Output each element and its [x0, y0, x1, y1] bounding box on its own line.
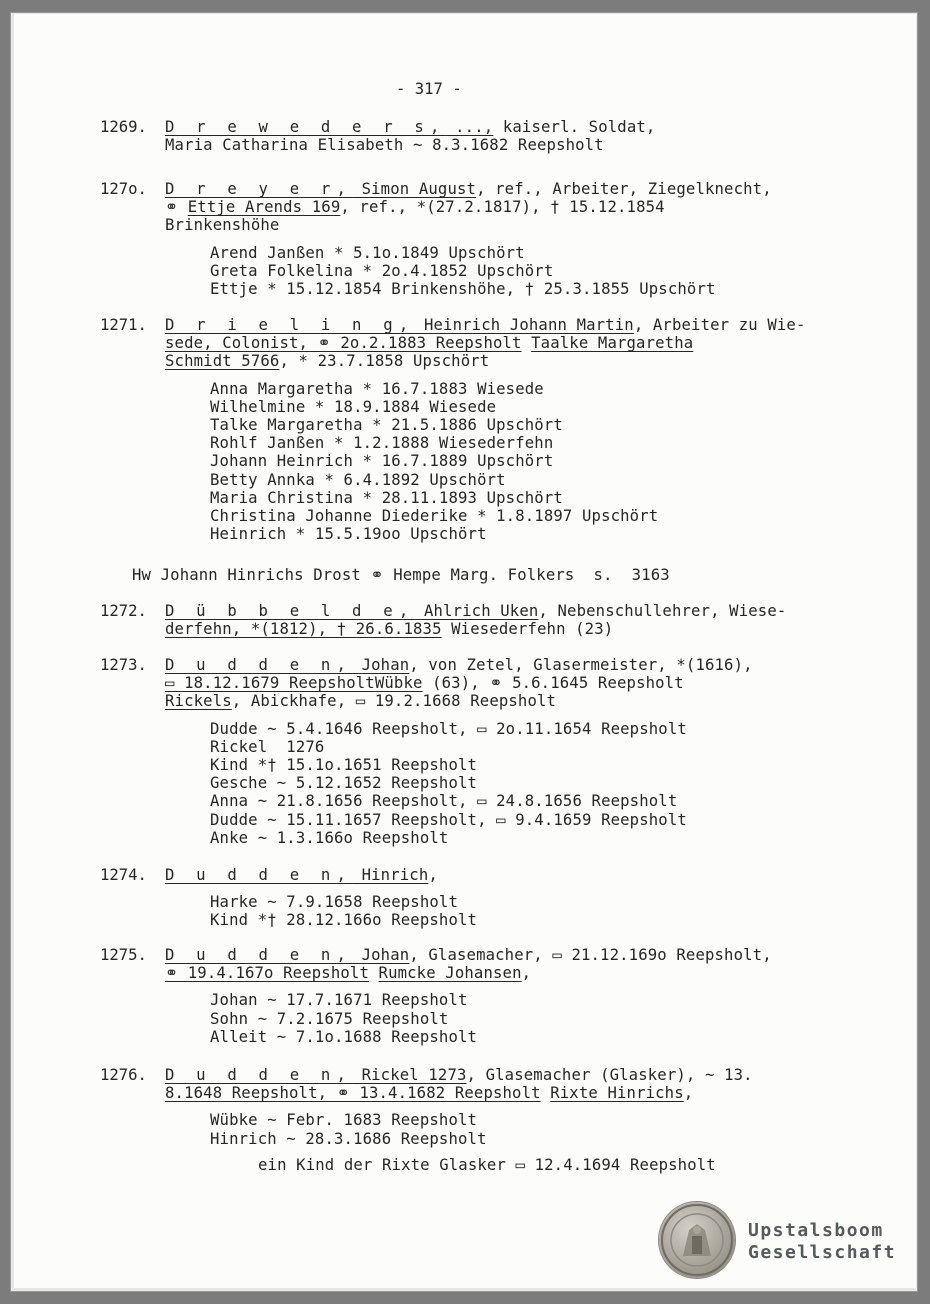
child-entry: Sohn ~ 7.2.1675 Reepsholt [210, 1009, 449, 1028]
child-entry: Rohlf Janßen * 1.2.1888 Wiesederfehn [210, 434, 554, 453]
underlined-data: sede, Colonist, ⚭ 2o.2.1883 Reepsholt [165, 334, 522, 353]
page-number: - 317 - [396, 80, 462, 98]
child-entry: Rickel 1276 [210, 737, 325, 756]
entry-number: 1275. [100, 946, 147, 964]
child-entry: Talke Margaretha * 21.5.1886 Upschört [210, 416, 563, 434]
entry-text: , Abickhafe, ▭ 19.2.1668 Reepsholt [231, 692, 557, 711]
entry-number: 1269. [100, 118, 147, 136]
child-entry: Kind *† 28.12.166o Reepsholt [210, 911, 478, 930]
entry-text: , Glasemacher, ▭ 21.12.169o Reepsholt, [409, 946, 772, 964]
logo-line-1: Upstalsboom [748, 1220, 884, 1241]
entry-line [165, 136, 604, 154]
entry-text: , [683, 1084, 694, 1103]
entry-text: Brinkenshöhe [165, 216, 280, 235]
entry-number: 1272. [100, 602, 147, 620]
underlined-data: ⚭ 19.4.167o Reepsholt [165, 964, 369, 983]
document-page [14, 14, 916, 1288]
entry-line [165, 602, 786, 620]
spouse-name: Taalke Margaretha [531, 334, 694, 353]
spouse-name: Rumcke Johansen [378, 964, 522, 983]
child-entry: Christina Johanne Diederike * 1.8.1897 Upschört [210, 507, 659, 525]
entry-text: , Glasemacher (Glasker), ~ 13. [466, 1066, 753, 1084]
entry-text: , [428, 866, 438, 884]
child-entry: Betty Annka * 6.4.1892 Upschört [210, 470, 506, 489]
entry-text: , ref., Arbeiter, Ziegelknecht, [476, 180, 772, 198]
entry-number: 1273. [100, 656, 147, 674]
cross-reference-line: Hw Johann Hinrichs Drost ⚭ Hempe Marg. Folkers s. 3163 [132, 566, 670, 584]
child-entry: Ettje * 15.12.1854 Brinkenshöhe, † 25.3.1855 Upschört [210, 280, 716, 298]
society-logo-text [748, 1220, 896, 1264]
spouse-name: Wübke [374, 674, 423, 693]
entry-line [165, 334, 693, 352]
entry-line [165, 352, 489, 370]
child-entry: Wübke ~ Febr. 1683 Reepsholt [210, 1111, 478, 1130]
person-name: D r e y e r, Simon August [165, 180, 477, 198]
entry-text: Maria Catharina Elisabeth ~ 8.3.1682 Reepsholt [165, 136, 604, 155]
spacer [369, 964, 379, 982]
child-entry: Johann Heinrich * 16.7.1889 Upschört [210, 452, 554, 471]
child-entry: Maria Christina * 28.11.1893 Upschört [210, 488, 563, 507]
entry-line [165, 620, 613, 638]
entry-line [165, 656, 753, 674]
spouse-name: Schmidt 5766 [165, 352, 280, 371]
person-name: D u d d e n, Johan [165, 656, 410, 674]
entry-number: 1276. [100, 1066, 147, 1084]
logo-line-2: Gesellschaft [748, 1242, 897, 1263]
child-entry: Hinrich ~ 28.3.1686 Reepsholt [210, 1129, 487, 1148]
spacer [522, 334, 532, 352]
entry-text: kaiserl. Soldat, [493, 118, 656, 136]
entry-text: , ref., *(27.2.1817), † 15.12.1854 [340, 198, 665, 217]
person-name: D u d d e n, Rickel 1273 [165, 1066, 467, 1084]
entry-line [165, 1066, 753, 1084]
entry-line [165, 316, 806, 334]
entry-line [165, 692, 556, 710]
person-name: D u d d e n, Johan [165, 946, 410, 964]
entry-line [165, 198, 665, 216]
child-entry: Alleit ~ 7.1o.1688 Reepsholt [210, 1027, 478, 1046]
underlined-data: derfehn, *(1812), † 26.6.1835 [165, 620, 442, 639]
person-name: D ü b b e l d e, Ahlrich Uken [165, 602, 539, 620]
child-entry: Kind *† 15.1o.1651 Reepsholt [210, 756, 478, 774]
spouse-name: Rickels [165, 692, 232, 711]
child-entry: Dudde ~ 5.4.1646 Reepsholt, ▭ 2o.11.1654 Reepsholt [210, 719, 687, 738]
spacer [541, 1084, 551, 1102]
child-entry: Heinrich * 15.5.19oo Upschört [210, 525, 487, 544]
entry-number: 1274. [100, 866, 147, 884]
entry-line [165, 866, 438, 884]
entry-line [165, 674, 693, 692]
entry-line [165, 946, 772, 964]
child-entry: Arend Janßen * 5.1o.1849 Upschört [210, 243, 525, 262]
underlined-data: ▭ 18.12.1679 Reepsholt [165, 674, 375, 693]
child-entry: Anna ~ 21.8.1656 Reepsholt, ▭ 24.8.1656 Reepsholt [210, 792, 678, 811]
entry-line [165, 1084, 693, 1102]
person-name: D r e w e d e r s, ..., [165, 118, 494, 136]
underlined-data: 8.1648 Reepsholt, ⚭ 13.4.1682 Reepsholt [165, 1084, 541, 1103]
entry-text: , Nebenschullehrer, Wiese- [538, 602, 787, 620]
entry-line [165, 964, 531, 982]
entry-text: , von Zetel, Glasermeister, *(1616), [409, 656, 753, 674]
entry-text: , [521, 964, 532, 983]
entry-text: (63), ⚭ 5.6.1645 Reepsholt [422, 674, 694, 693]
spouse-name: Ettje Arends 169 [187, 198, 341, 217]
spouse-name: Rixte Hinrichs [550, 1084, 684, 1103]
child-entry: Harke ~ 7.9.1658 Reepsholt [210, 893, 458, 912]
entry-text: , * 23.7.1858 Upschört [279, 352, 490, 371]
entry-text: Wiesederfehn (23) [441, 620, 614, 639]
entry-note: ein Kind der Rixte Glasker ▭ 12.4.1694 Reepsholt [258, 1155, 716, 1174]
child-entry: Johan ~ 17.7.1671 Reepsholt [210, 991, 468, 1010]
child-entry: Anke ~ 1.3.166o Reepsholt [210, 828, 449, 847]
person-name: D r i e l i n g, Heinrich Johann Martin [165, 316, 634, 334]
society-seal-icon [659, 1202, 735, 1278]
person-name: D u d d e n, Hinrich [165, 866, 429, 884]
entry-line [165, 216, 279, 234]
child-entry: Wilhelmine * 18.9.1884 Wiesede [210, 397, 497, 416]
entry-number: 1271. [100, 316, 147, 334]
entry-text: , Arbeiter zu Wie- [633, 316, 806, 334]
entry-line [165, 180, 772, 198]
entry-line [165, 118, 655, 136]
child-entry: Dudde ~ 15.11.1657 Reepsholt, ▭ 9.4.1659 Reepsholt [210, 810, 687, 829]
child-entry: Greta Folkelina * 2o.4.1852 Upschört [210, 261, 554, 280]
child-entry: Anna Margaretha * 16.7.1883 Wiesede [210, 379, 544, 398]
marriage-symbol: ⚭ [165, 198, 188, 217]
entry-number: 127o. [100, 180, 147, 198]
child-entry: Gesche ~ 5.12.1652 Reepsholt [210, 774, 478, 793]
